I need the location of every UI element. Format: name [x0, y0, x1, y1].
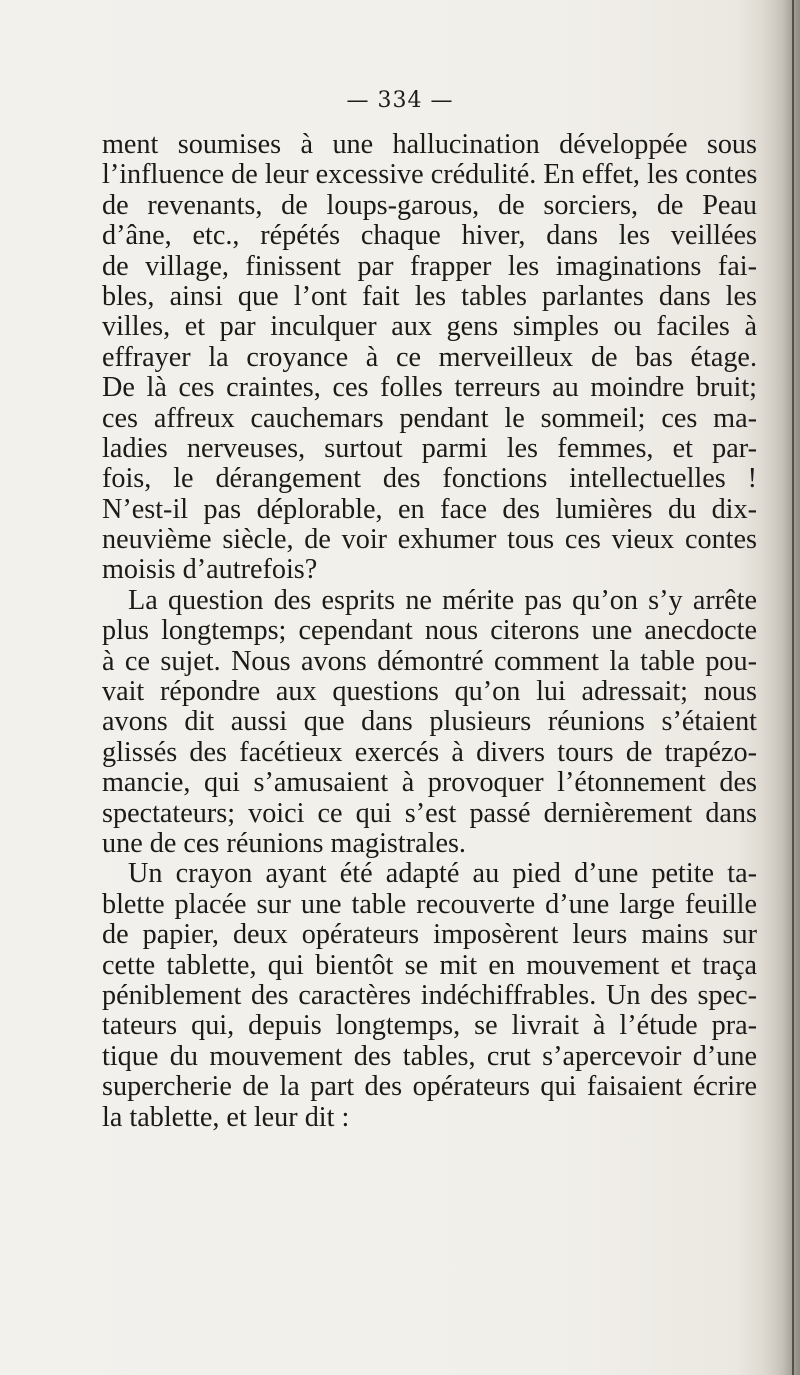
- text-line: la tablette, et leur dit :: [102, 1101, 350, 1133]
- text-line: vait répondre aux questions qu’on lui adressait; nous: [102, 676, 757, 708]
- binding-shadow-line: [792, 0, 794, 1375]
- facing-page-edge: [762, 0, 800, 1375]
- text-line: neuvième siècle, de voir exhumer tous ces vieux contes: [102, 524, 757, 556]
- text-line: fois, le dérangement des fonctions intellectuelles !: [102, 463, 757, 495]
- text-line: tateurs qui, depuis longtemps, se livrait à l’étude pra-: [102, 1010, 757, 1042]
- text-line: l’influence de leur excessive crédulité. En effet, les contes: [102, 159, 758, 191]
- text-line: villes, et par inculquer aux gens simples ou faciles à: [102, 311, 757, 343]
- text-line: ces affreux cauchemars pendant le sommeil; ces ma-: [102, 402, 757, 434]
- text-line: de revenants, de loups-garous, de sorciers, de Peau: [102, 189, 757, 221]
- text-line: glissés des facétieux exercés à divers tours de trapézo-: [102, 736, 757, 768]
- text-line: spectateurs; voici ce qui s’est passé dernièrement dans: [102, 797, 757, 829]
- paragraph-first-line: La question des esprits ne mérite pas qu’on s’y arrête: [128, 584, 757, 616]
- text-line: N’est-il pas déplorable, en face des lumières du dix-: [102, 493, 757, 525]
- text-line: péniblement des caractères indéchiffrables. Un des spec-: [102, 979, 757, 1011]
- text-line: ladies nerveuses, surtout parmi les femmes, et par-: [102, 432, 757, 464]
- page-number-header: — 334 —: [346, 88, 454, 113]
- text-line: tique du mouvement des tables, crut s’apercevoir d’une: [102, 1040, 757, 1072]
- text-line: supercherie de la part des opérateurs qui faisaient écrire: [102, 1071, 757, 1103]
- text-line: effrayer la croyance à ce merveilleux de bas étage.: [102, 341, 757, 373]
- text-line: une de ces réunions magistrales.: [102, 827, 466, 859]
- text-line: à ce sujet. Nous avons démontré comment la table pou-: [102, 645, 757, 677]
- text-line: de papier, deux opérateurs imposèrent leurs mains sur: [102, 919, 757, 951]
- text-line: blette placée sur une table recouverte d’une large feuille: [102, 888, 757, 920]
- text-line: avons dit aussi que dans plusieurs réunions s’étaient: [102, 706, 757, 738]
- text-line: De là ces craintes, ces folles terreurs au moindre bruit;: [102, 372, 757, 404]
- text-line: bles, ainsi que l’ont fait les tables parlantes dans les: [102, 280, 757, 312]
- text-line: cette tablette, qui bientôt se mit en mouvement et traça: [102, 949, 757, 981]
- text-line: d’âne, etc., répétés chaque hiver, dans les veillées: [102, 220, 757, 252]
- text-line: de village, finissent par frapper les imaginations fai-: [102, 250, 757, 282]
- text-line: ment soumises à une hallucination développée sous: [102, 129, 757, 160]
- text-line: mancie, qui s’amusaient à provoquer l’étonnement des: [102, 767, 757, 799]
- text-line: moisis d’autrefois?: [102, 554, 318, 586]
- paragraph-first-line: Un crayon ayant été adapté au pied d’une petite ta-: [128, 858, 757, 890]
- body-text: [102, 130, 757, 1133]
- text-line: plus longtemps; cependant nous citerons une anecdocte: [102, 615, 757, 647]
